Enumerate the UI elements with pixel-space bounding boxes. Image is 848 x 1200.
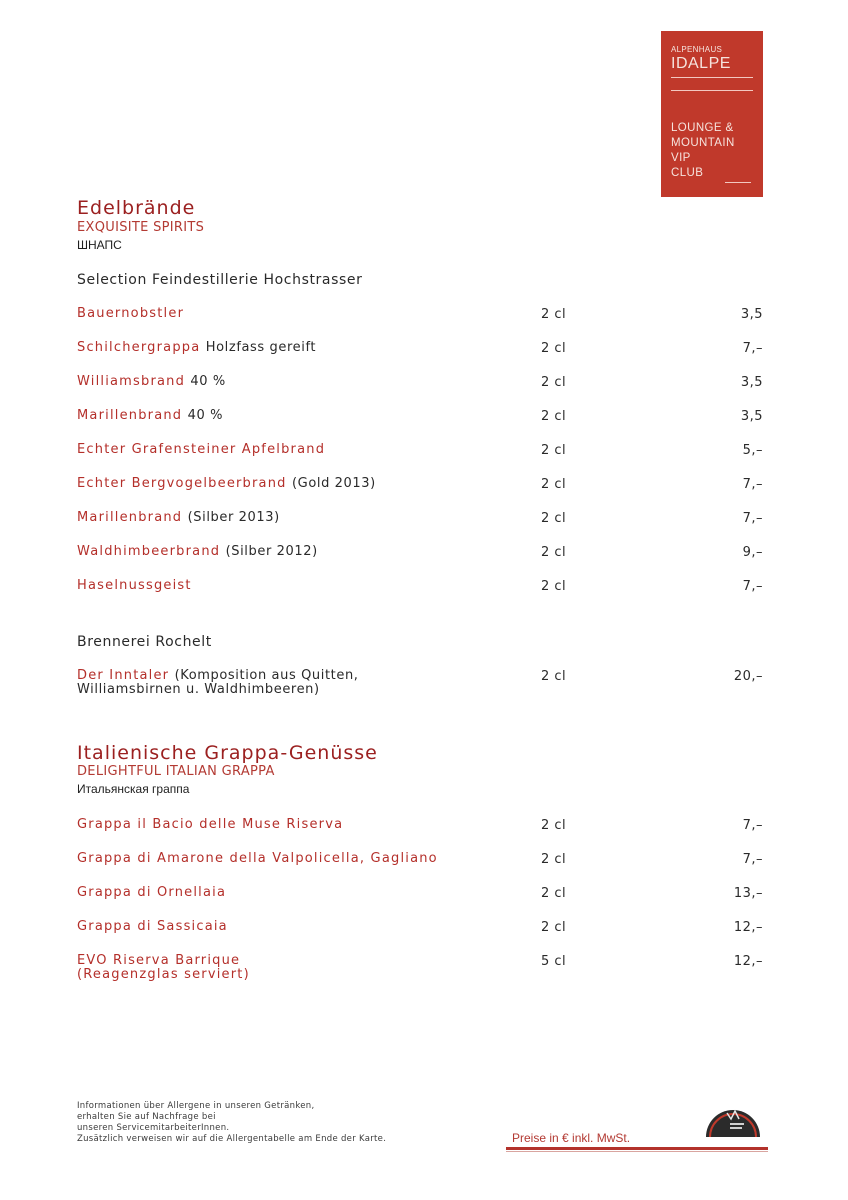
logo-line-4: MOUNTAIN [671, 137, 735, 149]
group-heading: Brennerei Rochelt [77, 634, 212, 650]
item-description: (Gold 2013) [291, 476, 376, 491]
group-heading: Selection Feindestillerie Hochstrasser [77, 272, 363, 288]
menu-item [77, 818, 763, 838]
item-description: Holzfass gereift [205, 340, 317, 355]
menu-item [77, 954, 763, 988]
award-badge-icon [700, 1093, 766, 1141]
item-volume: 2 cl [541, 886, 567, 901]
item-volume: 2 cl [541, 375, 567, 390]
item-volume: 2 cl [541, 443, 567, 458]
item-description: 40 % [190, 374, 226, 389]
menu-item [77, 307, 763, 327]
item-price: 3,5 [740, 409, 763, 424]
item-price: 13,– [733, 886, 763, 901]
item-price: 7,– [742, 852, 763, 867]
logo-line-1: ALPENHAUS [671, 45, 723, 54]
item-name: Waldhimbeerbrand (Silber 2012) [77, 544, 318, 559]
item-price: 7,– [742, 579, 763, 594]
item-name: Echter Bergvogelbeerbrand (Gold 2013) [77, 476, 376, 491]
item-price: 7,– [742, 477, 763, 492]
item-name: Marillenbrand (Silber 2013) [77, 510, 280, 525]
item-price: 12,– [733, 954, 763, 969]
menu-item [77, 545, 763, 565]
item-name: Grappa il Bacio delle Muse Riserva [77, 817, 344, 832]
price-note: Preise in € inkl. MwSt. [512, 1131, 631, 1145]
item-name: Haselnussgeist [77, 578, 192, 593]
section-title: Edelbrände [77, 197, 196, 219]
item-description: 40 % [187, 408, 224, 423]
signature-mark [725, 174, 751, 183]
allergen-note-line: Informationen über Allergene in unseren Getränken, [77, 1101, 315, 1111]
item-volume: 2 cl [541, 409, 567, 424]
logo-subtext [671, 121, 735, 181]
item-name: Marillenbrand 40 % [77, 408, 224, 423]
item-volume: 2 cl [541, 545, 567, 560]
menu-item [77, 920, 763, 940]
section-subtitle: DELIGHTFUL ITALIAN GRAPPA [77, 764, 275, 779]
item-description: (Komposition aus Quitten, [174, 668, 359, 683]
item-price: 7,– [742, 818, 763, 833]
item-name-line-2: (Reagenzglas serviert) [77, 967, 250, 982]
item-price: 9,– [742, 545, 763, 560]
item-price: 7,– [742, 511, 763, 526]
item-name: Bauernobstler [77, 306, 185, 321]
item-volume: 2 cl [541, 852, 567, 867]
menu-item [77, 669, 763, 703]
section-subtitle: EXQUISITE SPIRITS [77, 220, 205, 235]
item-volume: 5 cl [541, 954, 567, 969]
footer-divider [506, 1147, 768, 1150]
item-volume: 2 cl [541, 669, 567, 684]
item-name: Grappa di Sassicaia [77, 919, 228, 934]
allergen-note-line: Zusätzlich verweisen wir auf die Allergentabelle am Ende der Karte. [77, 1134, 387, 1144]
item-price: 5,– [742, 443, 763, 458]
section-subtitle-ru: ШНАПС [77, 238, 122, 252]
item-name: Grappa di Amarone della Valpolicella, Gagliano [77, 851, 438, 866]
item-description-line-2: Williamsbirnen u. Waldhimbeeren) [77, 682, 320, 697]
menu-item [77, 886, 763, 906]
item-name: Grappa di Ornellaia [77, 885, 227, 900]
item-name: Der Inntaler (Komposition aus Quitten, Williamsbirnen u. Waldhimbeeren) [77, 668, 359, 697]
menu-item [77, 579, 763, 599]
item-volume: 2 cl [541, 818, 567, 833]
item-description: (Silber 2012) [225, 544, 318, 559]
logo-line-3: LOUNGE & [671, 122, 734, 134]
menu-item [77, 409, 763, 429]
item-volume: 2 cl [541, 920, 567, 935]
item-volume: 2 cl [541, 341, 567, 356]
item-price: 3,5 [740, 307, 763, 322]
item-name: EVO Riserva Barrique (Reagenzglas serviert) [77, 953, 250, 982]
menu-item [77, 852, 763, 872]
item-price: 7,– [742, 341, 763, 356]
item-price: 12,– [733, 920, 763, 935]
section-title: Italienische Grappa-Genüsse [77, 742, 378, 764]
item-volume: 2 cl [541, 579, 567, 594]
item-name: Schilchergrappa Holzfass gereift [77, 340, 317, 355]
allergen-note [77, 1101, 386, 1145]
allergen-note-line: unseren ServicemitarbeiterInnen. [77, 1123, 230, 1133]
item-name: Williamsbrand 40 % [77, 374, 226, 389]
footer-divider-shadow [506, 1151, 768, 1152]
item-description: (Silber 2013) [187, 510, 280, 525]
section-subtitle-ru: Итальянская граппа [77, 782, 190, 796]
logo-line-2: IDALPE [671, 55, 731, 72]
item-name: Echter Grafensteiner Apfelbrand [77, 442, 326, 457]
logo-divider [671, 77, 753, 78]
menu-item [77, 477, 763, 497]
logo-line-6: CLUB [671, 167, 704, 179]
item-volume: 2 cl [541, 511, 567, 526]
item-volume: 2 cl [541, 307, 567, 322]
item-price: 3,5 [740, 375, 763, 390]
logo-divider [671, 90, 753, 91]
menu-item [77, 511, 763, 531]
item-price: 20,– [733, 669, 763, 684]
menu-item [77, 341, 763, 361]
menu-item [77, 375, 763, 395]
item-volume: 2 cl [541, 477, 567, 492]
menu-item [77, 443, 763, 463]
brand-logo [661, 31, 763, 197]
allergen-note-line: erhalten Sie auf Nachfrage bei [77, 1112, 216, 1122]
logo-line-5: VIP [671, 152, 691, 164]
